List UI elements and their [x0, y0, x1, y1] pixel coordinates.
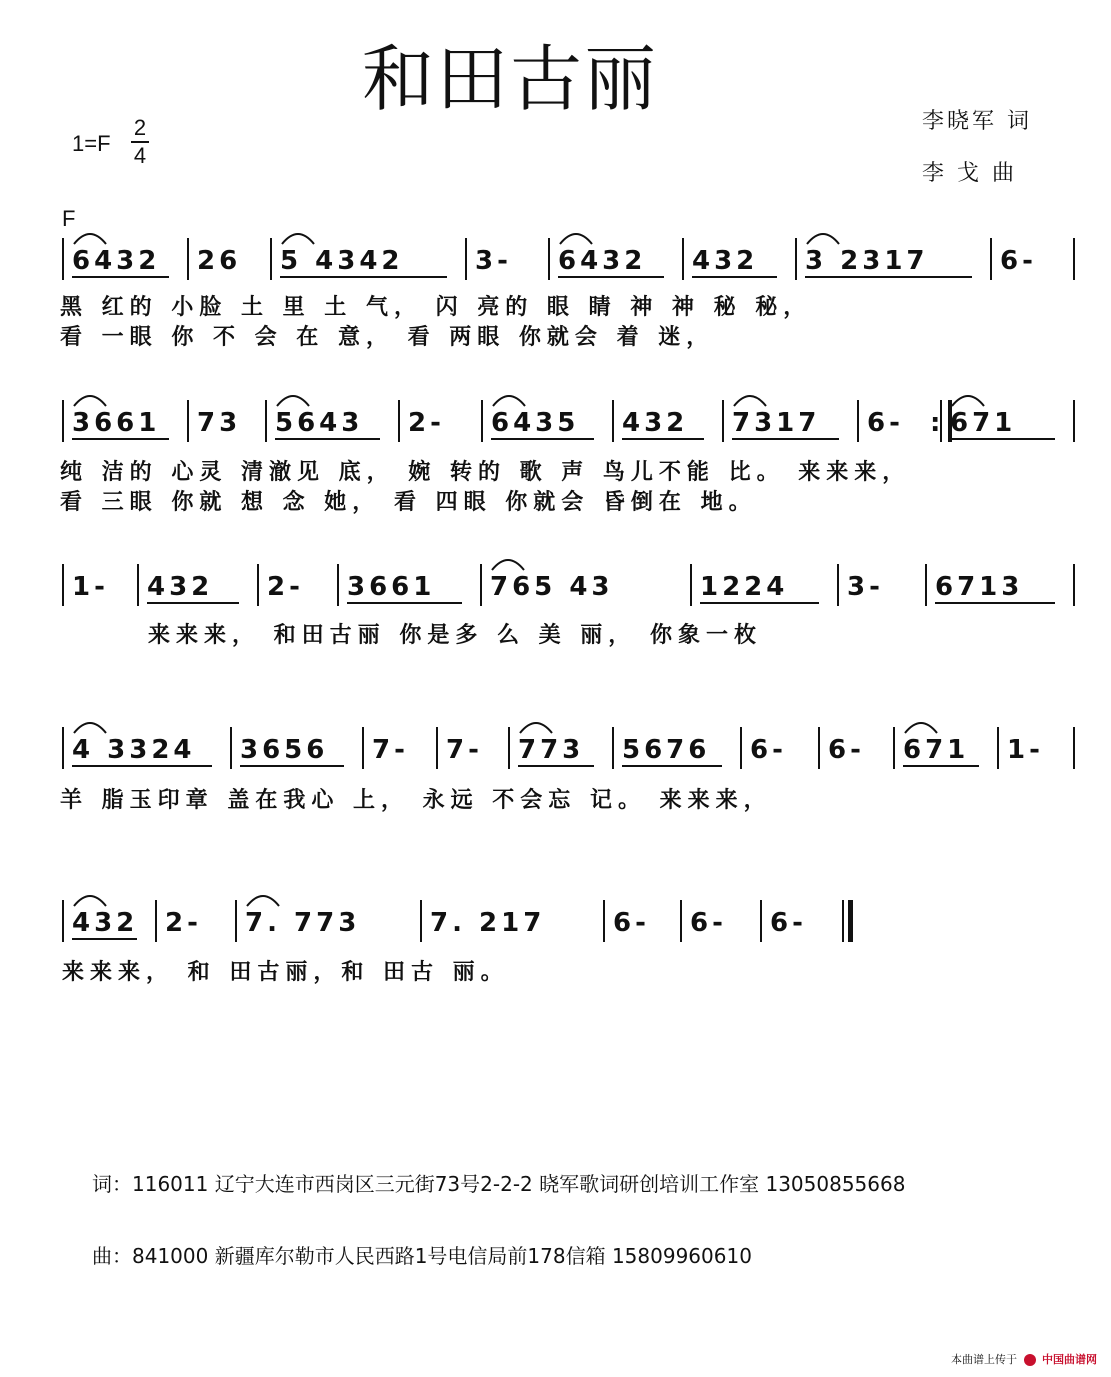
slur-mark	[732, 392, 768, 408]
bar-line	[398, 400, 401, 442]
beam-underline	[72, 438, 169, 440]
measure-notes: 2-	[165, 908, 202, 938]
bar-line	[690, 564, 693, 606]
measure-notes: 73	[197, 408, 242, 438]
lyricist-contact: 词：116011 辽宁大连市西岗区三元街73号2-2-2 晓军歌词研创培训工作室 13050855668	[92, 1172, 906, 1196]
measure-notes: 6-	[750, 735, 787, 765]
bar-line	[508, 727, 511, 769]
beam-underline	[622, 765, 722, 767]
repeat-sign: :	[930, 408, 941, 438]
slur-mark	[558, 230, 594, 246]
measure-notes: 3661	[72, 408, 161, 438]
slur-mark	[950, 392, 986, 408]
slur-mark	[245, 892, 281, 908]
beam-underline	[72, 765, 212, 767]
beam-underline	[805, 276, 972, 278]
beam-underline	[240, 765, 344, 767]
beam-underline	[491, 438, 594, 440]
measure-notes: 1-	[1007, 735, 1044, 765]
measure-notes: 671	[950, 408, 1017, 438]
bar-line	[235, 900, 238, 942]
slur-mark	[518, 719, 554, 735]
measure-notes: 3661	[347, 572, 436, 602]
bar-line	[990, 238, 993, 280]
bar-line	[270, 238, 273, 280]
bar-line	[137, 564, 140, 606]
measure-notes: 2-	[408, 408, 445, 438]
measure-notes: 671	[903, 735, 970, 765]
bar-line	[436, 727, 439, 769]
bar-line	[187, 400, 190, 442]
bar-line	[612, 727, 615, 769]
bar-line	[62, 727, 65, 769]
measure-notes: 6-	[867, 408, 904, 438]
bar-line	[795, 238, 798, 280]
measure-notes: 2-	[267, 572, 304, 602]
measure-notes: 773	[518, 735, 585, 765]
time-signature-bottom: 4	[133, 143, 147, 168]
measure-notes: 7. 217	[430, 908, 546, 938]
measure-notes: 5 4342	[280, 246, 404, 276]
measure-notes: 26	[197, 246, 242, 276]
measure-notes: 6713	[935, 572, 1024, 602]
bar-line	[62, 400, 65, 442]
bar-line	[940, 400, 943, 442]
beam-underline	[275, 438, 380, 440]
measure-notes: 6-	[770, 908, 807, 938]
bar-line	[337, 564, 340, 606]
lyric-line: 黑 红的 小脸 土 里 土 气， 闪 亮的 眼 睛 神 神 秘 秘，	[60, 294, 812, 320]
measure-notes: 432	[692, 246, 759, 276]
lyric-line: 羊 脂玉印章 盖在我心 上， 永远 不会忘 记。 来来来，	[60, 787, 772, 813]
bar-line	[155, 900, 158, 942]
site-logo-icon	[1024, 1354, 1036, 1366]
bar-line	[925, 564, 928, 606]
bar-line	[187, 238, 190, 280]
measure-notes: 6-	[1000, 246, 1037, 276]
measure-notes: 6-	[828, 735, 865, 765]
measure-notes: 6432	[558, 246, 647, 276]
chord-cue: F	[62, 206, 76, 231]
bar-line	[1073, 564, 1076, 606]
measure-notes: 6-	[690, 908, 727, 938]
lyric-line: 看 一眼 你 不 会 在 意， 看 两眼 你就会 着 迷，	[60, 324, 715, 350]
bar-line	[548, 238, 551, 280]
slur-mark	[491, 392, 527, 408]
bar-line	[612, 400, 615, 442]
bar-line	[230, 727, 233, 769]
time-signature-top: 2	[133, 115, 147, 140]
key-signature: 1=F	[72, 131, 111, 156]
measure-notes: 3-	[475, 246, 512, 276]
lyric-line: 纯 洁的 心灵 清澈见 底， 婉 转的 歌 声 鸟儿不能 比。 来来来，	[60, 459, 911, 485]
bar-line	[722, 400, 725, 442]
bar-line	[257, 564, 260, 606]
measure-notes: 5643	[275, 408, 364, 438]
bar-line	[680, 900, 683, 942]
slur-mark	[72, 230, 108, 246]
beam-underline	[558, 276, 664, 278]
bar-line	[603, 900, 606, 942]
beam-underline	[700, 602, 819, 604]
measure-notes: 6-	[613, 908, 650, 938]
bar-line	[62, 564, 65, 606]
bar-line	[997, 727, 1000, 769]
measure-notes: 6435	[491, 408, 580, 438]
measure-notes: 5676	[622, 735, 711, 765]
measure-notes: 765 43	[490, 572, 614, 602]
beam-underline	[280, 276, 447, 278]
bar-line	[62, 900, 65, 942]
measure-notes: 7-	[372, 735, 409, 765]
final-bar-thin	[842, 900, 845, 942]
repeat-thick-bar	[948, 400, 953, 442]
beam-underline	[147, 602, 239, 604]
upload-watermark	[951, 1351, 1097, 1367]
measure-notes: 432	[622, 408, 689, 438]
measure-notes: 3656	[240, 735, 329, 765]
bar-line	[837, 564, 840, 606]
slur-mark	[805, 230, 841, 246]
bar-line	[1073, 238, 1076, 280]
time-signature	[130, 116, 150, 168]
measure-notes: 7317	[732, 408, 821, 438]
slur-mark	[72, 719, 108, 735]
bar-line	[1073, 727, 1076, 769]
song-title: 和田古丽	[362, 37, 659, 121]
bar-line	[62, 238, 65, 280]
beam-underline	[903, 765, 979, 767]
lyric-line: 来来来， 和田古丽 你是多 么 美 丽， 你象一枚	[148, 622, 762, 648]
composer-credit: 李 戈 曲	[922, 161, 1017, 186]
lyric-line: 看 三眼 你就 想 念 她， 看 四眼 你就会 昏倒在 地。	[60, 489, 757, 515]
slur-mark	[72, 892, 108, 908]
bar-line	[848, 900, 854, 942]
beam-underline	[347, 602, 462, 604]
bar-line	[480, 564, 483, 606]
bar-line	[265, 400, 268, 442]
bar-line	[740, 727, 743, 769]
bar-line	[760, 900, 763, 942]
beam-underline	[692, 276, 777, 278]
beam-underline	[72, 276, 169, 278]
measure-notes: 6432	[72, 246, 161, 276]
beam-underline	[72, 938, 137, 940]
bar-line	[682, 238, 685, 280]
bar-line	[857, 400, 860, 442]
beam-underline	[950, 438, 1055, 440]
bar-line	[362, 727, 365, 769]
beam-underline	[622, 438, 704, 440]
measure-notes: 1-	[72, 572, 109, 602]
bar-line	[420, 900, 423, 942]
slur-mark	[275, 392, 311, 408]
measure-notes: 3 2317	[805, 246, 929, 276]
site-name: 中国曲谱网	[1042, 1353, 1097, 1366]
slur-mark	[280, 230, 316, 246]
slur-mark	[490, 556, 526, 572]
measure-notes: 1224	[700, 572, 789, 602]
measure-notes: 432	[72, 908, 139, 938]
lyricist-credit: 李晓军 词	[922, 109, 1032, 134]
beam-underline	[935, 602, 1055, 604]
beam-underline	[732, 438, 839, 440]
upload-label: 本曲谱上传于	[951, 1353, 1017, 1366]
measure-notes: 3-	[847, 572, 884, 602]
slur-mark	[903, 719, 939, 735]
bar-line	[1073, 400, 1076, 442]
lyric-line: 来来来， 和 田古丽，和 田古 丽。	[62, 959, 509, 985]
beam-underline	[518, 765, 594, 767]
measure-notes: 432	[147, 572, 214, 602]
measure-notes: 7. 773	[245, 908, 361, 938]
slur-mark	[72, 392, 108, 408]
bar-line	[481, 400, 484, 442]
measure-notes: 7-	[446, 735, 483, 765]
bar-line	[893, 727, 896, 769]
measure-notes: 4 3324	[72, 735, 196, 765]
bar-line	[818, 727, 821, 769]
bar-line	[465, 238, 468, 280]
composer-contact: 曲：841000 新疆库尔勒市人民西路1号电信局前178信箱 15809960610	[92, 1244, 752, 1268]
